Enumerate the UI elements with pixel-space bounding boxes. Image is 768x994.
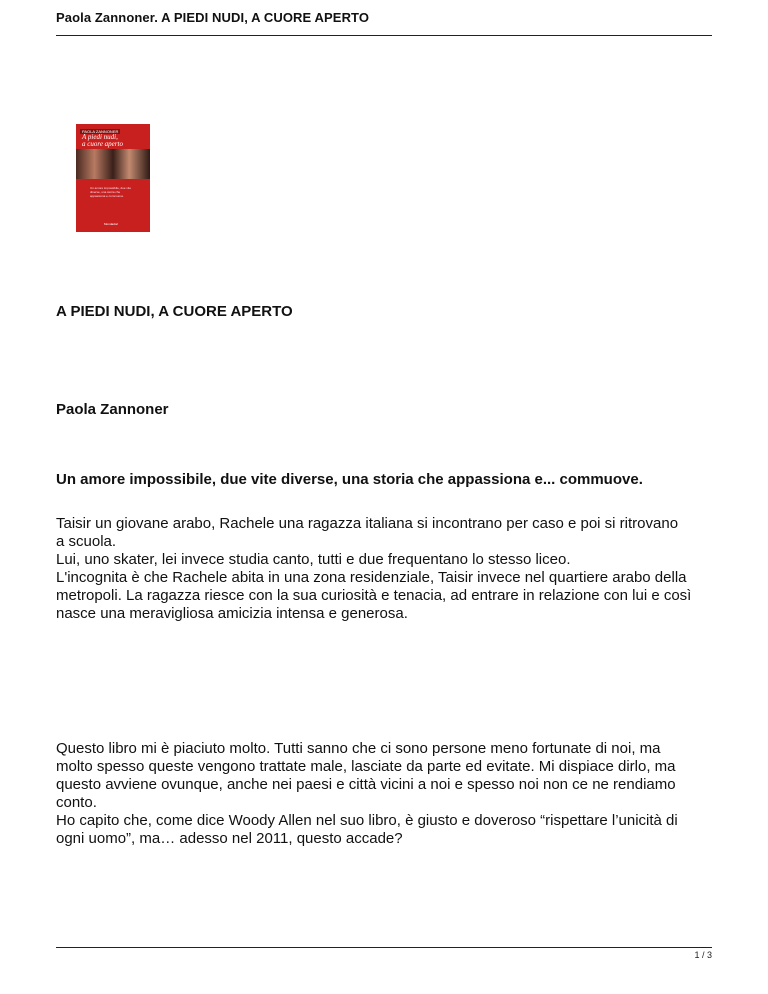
cover-blurb: Un amore impossibile, due vite diverse, una storia che appassiona e commuove <box>90 186 132 198</box>
cover-title-line-2: a cuore aperto <box>82 140 123 148</box>
review-paragraph <box>56 740 716 848</box>
book-cover-image <box>76 124 150 232</box>
header-divider <box>56 35 712 36</box>
page-number: 1 / 3 <box>694 950 712 960</box>
paragraph-line: a scuola. <box>56 533 117 550</box>
cover-photo <box>76 149 150 179</box>
book-title-heading: A PIEDI NUDI, A CUORE APERTO <box>56 303 293 320</box>
cover-title-line-1: A piedi nudi, <box>82 133 118 141</box>
cover-title <box>82 134 123 148</box>
page-header: Paola Zannoner. A PIEDI NUDI, A CUORE APERTO <box>56 10 370 25</box>
paragraph-line: Questo libro mi è piaciuto molto. Tutti sanno che ci sono persone meno fortunate di noi, ma <box>56 740 661 757</box>
paragraph-line: ogni uomo”, ma… adesso nel 2011, questo accade? <box>56 830 403 847</box>
paragraph-line: metropoli. La ragazza riesce con la sua curiosità e tenacia, ad entrare in relazione con lui e così <box>56 587 692 604</box>
tagline-heading: Un amore impossibile, due vite diverse, una storia che appassiona e... commuove. <box>56 471 643 488</box>
cover-author: PAOLA ZANNONER <box>82 129 119 134</box>
author-heading: Paola Zannoner <box>56 401 169 418</box>
cover-publisher: Mondadori <box>104 222 119 226</box>
paragraph-line: Taisir un giovane arabo, Rachele una ragazza italiana si incontrano per caso e poi si ritrovano <box>56 515 679 532</box>
footer-divider <box>56 947 712 948</box>
paragraph-line: molto spesso queste vengono trattate male, lasciate da parte ed evitate. Mi dispiace dirlo, ma <box>56 758 676 775</box>
paragraph-line: L'incognita è che Rachele abita in una zona residenziale, Taisir invece nel quartiere arabo della <box>56 569 687 586</box>
paragraph-line: nasce una meravigliosa amicizia intensa e generosa. <box>56 605 408 622</box>
paragraph-line: Lui, uno skater, lei invece studia canto, tutti e due frequentano lo stesso liceo. <box>56 551 571 568</box>
paragraph-line: conto. <box>56 794 97 811</box>
plot-paragraph <box>56 515 716 623</box>
paragraph-line: questo avviene ovunque, anche nei paesi e città vicini a noi e spesso noi non ce ne rendiamo <box>56 776 676 793</box>
paragraph-line: Ho capito che, come dice Woody Allen nel suo libro, è giusto e doveroso “rispettare l’unicità di <box>56 812 678 829</box>
